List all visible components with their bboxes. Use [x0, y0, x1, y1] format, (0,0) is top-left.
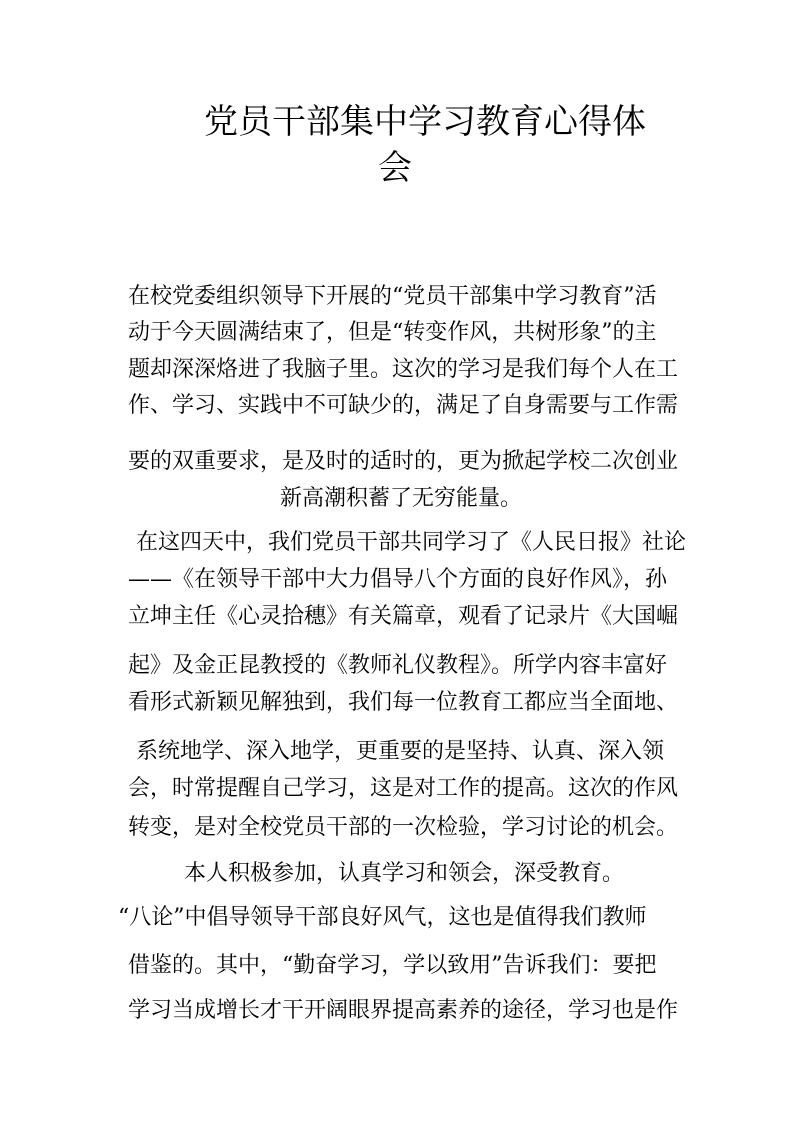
body-line: ——《在领导干部中大力倡导八个方面的良好作风》，孙 — [128, 567, 668, 592]
body-line: 借鉴的。其中，“勤奋学习，学以致用”告诉我们：要把 — [128, 953, 657, 978]
body-line: 动于今天圆满结束了，但是“转变作风，共树形象”的主 — [128, 320, 657, 345]
body-line: 新高潮积蓄了无穷能量。 — [280, 486, 523, 511]
body-line: 系统地学、深入地学，更重要的是坚持、认真、深入领 — [136, 739, 665, 764]
body-line: 要的双重要求，是及时的适时的，更为掀起学校二次创业 — [128, 449, 679, 474]
body-line: 学习当成增长才干开阔眼界提高素养的途径，学习也是作 — [128, 998, 679, 1023]
body-line: 起》及金正昆教授的《教师礼仪教程》。所学内容丰富好 — [128, 653, 668, 678]
body-line: 会，时常提醒自己学习，这是对工作的提高。这次的作风 — [128, 776, 679, 801]
document-title-line-1: 党员干部集中学习教育心得体 — [204, 102, 646, 142]
body-line: 作、学习、实践中不可缺少的，满足了自身需要与工作需 — [128, 393, 679, 418]
body-line: 转变，是对全校党员干部的一次检验，学习讨论的机会。 — [128, 815, 679, 840]
body-line: 立坤主任《心灵拾穗》有关篇章，观看了记录片《大国崛 — [128, 604, 679, 629]
body-line: 看形式新颖见解独到，我们每一位教育工都应当全面地、 — [128, 690, 679, 715]
document-title-line-2: 会 — [378, 148, 412, 188]
body-line: “八论”中倡导领导干部良好风气，这也是值得我们教师 — [118, 905, 647, 930]
body-line: 本人积极参加，认真学习和领会，深受教育。 — [184, 861, 625, 886]
body-line: 在校党委组织领导下开展的“党员干部集中学习教育”活 — [128, 284, 657, 309]
body-line: 在这四天中，我们党员干部共同学习了《人民日报》社论 — [136, 530, 687, 555]
body-line: 题却深深烙进了我脑子里。这次的学习是我们每个人在工 — [128, 357, 679, 382]
